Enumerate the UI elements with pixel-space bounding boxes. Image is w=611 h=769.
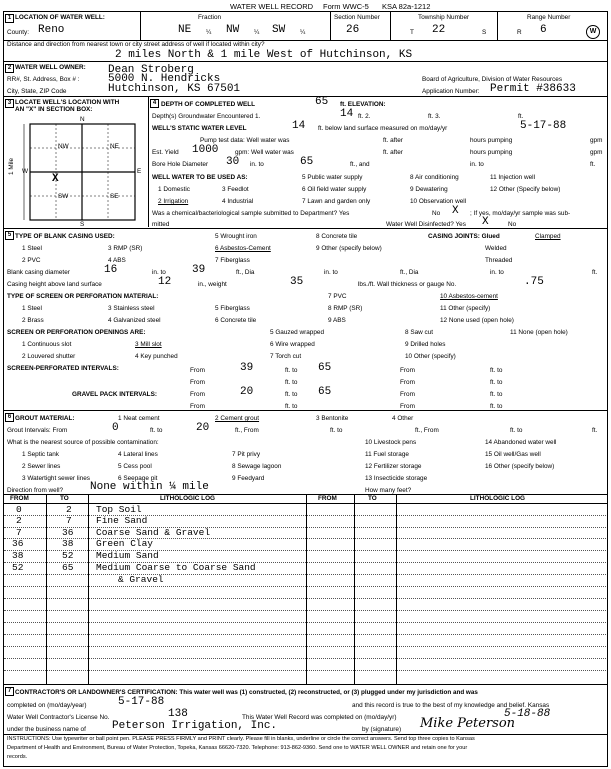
bore-in-to-2: in. to [470, 161, 484, 168]
grout-ft-from-2: ft., From [415, 427, 439, 434]
opening-8: 8 Saw cut [405, 329, 434, 336]
section-5-number: 5 [5, 231, 14, 240]
contam-11: 11 Fuel storage [365, 451, 409, 458]
chem-label: Was a chemical/bacteriological sample submitted to Department? Yes [152, 210, 350, 217]
city-value: Hutchinson, KS 67501 [108, 83, 241, 95]
depth-label: DEPTH OF COMPLETED WELL [161, 101, 256, 108]
log-from-header: FROM [10, 495, 29, 502]
log-row-4-to: 38 [62, 538, 74, 549]
gp-ft-to-4: ft. to [490, 403, 503, 410]
grout-3: 3 Bentonite [316, 415, 349, 422]
section-1-number: 1 [5, 14, 14, 23]
casing-5: 5 Wrought iron [215, 233, 257, 240]
signature-label: by (signature) [362, 726, 402, 733]
grout-1: 1 Neat cement [118, 415, 160, 422]
quadrant-sw: SW [58, 193, 69, 200]
location-x-mark: X [52, 173, 59, 185]
compass-s: S [80, 221, 85, 228]
sp-ft-from-2: From [400, 379, 415, 386]
w-mark-text: W [589, 28, 597, 35]
diameter-label: Blank casing diameter [7, 269, 70, 276]
completed-label: completed on (mo/day/year) [7, 702, 87, 709]
opening-10: 10 Other (specify) [405, 353, 456, 360]
static-level-tail: ft. below land surface measured on mo/day/yr [318, 125, 448, 132]
groundwater-1-value: 14 [340, 108, 354, 120]
casing-9: 9 Other (specify below) [316, 245, 382, 252]
address-value: 5000 N. Hendricks [108, 73, 221, 85]
bore-and: ft., and [350, 161, 370, 168]
use-11: 11 Injection well [490, 174, 535, 181]
sp-ft-to-3: ft. to [285, 379, 298, 386]
grout-ft-to-2: ft. to [330, 427, 343, 434]
diameter-in-to-3: in. to [490, 269, 504, 276]
chem-tail: ; If yes, mo/day/yr sample was sub- [470, 210, 571, 217]
casing-6: 6 Asbestos-Cement [215, 245, 271, 252]
section-2-number: 2 [5, 64, 14, 73]
groundwater-3-label: ft. 3. [428, 113, 441, 120]
record-date-value: 5-18-88 [504, 708, 551, 720]
log-row-1-from: 0 [16, 504, 22, 515]
gp-ft-to-3: ft. to [285, 403, 298, 410]
log-row-7-desc: & Gravel [118, 574, 164, 585]
use-label: WELL WATER TO BE USED AS: [152, 174, 248, 181]
county-label: County: [7, 29, 30, 36]
screen-3: 3 Stainless steel [108, 305, 155, 312]
grout-ft-end: ft. [592, 427, 598, 434]
depth-value: 65 [315, 96, 329, 108]
disinfected-label: Water Well Disinfected? Yes [386, 221, 466, 228]
joints-welded: Welded [485, 245, 507, 252]
owner-value: Dean Stroberg [108, 64, 194, 76]
compass-n: N [80, 116, 85, 123]
casing-3: 3 RMP (SR) [108, 245, 143, 252]
grout-ft-from: ft., From [235, 427, 259, 434]
use-1: 1 Domestic [158, 186, 190, 193]
gp-ft-from-1: From [400, 391, 415, 398]
log-row-5-from: 38 [12, 550, 24, 561]
completed-value: 5-17-88 [118, 696, 165, 708]
compass-w: W [22, 168, 29, 175]
sp-from-value: 39 [240, 362, 254, 374]
section-number-label: Section Number [334, 14, 380, 21]
completed-tail: and this record is true to the best of my knowledge and belief. Kansas [352, 702, 550, 709]
license-value: 138 [168, 708, 188, 720]
form-number: Form WWC-5 [323, 2, 369, 11]
bore-label: Bore Hole Diameter [152, 161, 209, 168]
joints-label: CASING JOINTS: Glued [428, 233, 500, 240]
weight-value: 35 [290, 276, 304, 288]
section-number-value: 26 [346, 24, 360, 36]
log-to-header: TO [60, 495, 69, 502]
grout-ft-to-3: ft. to [510, 427, 523, 434]
log-row-4-desc: Green Clay [96, 538, 154, 549]
log-lith-header: LITHOLOGIC LOG [160, 495, 216, 502]
section-3-number: 3 [5, 99, 14, 108]
use-9: 9 Dewatering [410, 186, 448, 193]
screen-9: 9 ABS [328, 317, 346, 324]
height-label: Casing height above land surface [7, 281, 102, 288]
contamination-label: What is the nearest source of possible contamination: [7, 439, 159, 446]
wall-label: lbs./ft. Wall thickness or gauge No. [358, 281, 457, 288]
contam-1: 1 Septic tank [22, 451, 59, 458]
diameter-ft: ft. [592, 269, 598, 276]
screen-intervals-label: SCREEN-PERFORATED INTERVALS: [7, 365, 119, 372]
screen-8: 8 RMP (SR) [328, 305, 363, 312]
township-prefix: T [410, 29, 414, 36]
fraction-q3: SW [272, 24, 286, 36]
fraction-q2-unit: ¼ [254, 29, 260, 36]
screen-12: 12 None used (open hole) [440, 317, 514, 324]
screen-7: 7 PVC [328, 293, 347, 300]
groundwater-2-label: ft. 2. [358, 113, 371, 120]
opening-4: 4 Key punched [135, 353, 178, 360]
how-many-feet-label: How many feet? [365, 487, 412, 494]
city-label: City, State, ZIP Code [7, 88, 67, 95]
section-3-title-2: AN "X" IN SECTION BOX: [15, 106, 93, 113]
openings-label: SCREEN OR PERFORATION OPENINGS ARE: [7, 329, 146, 336]
static-level-value: 14 [292, 120, 306, 132]
compass-e: E [137, 168, 142, 175]
pump-gpm-2: gpm [590, 149, 603, 156]
contam-15: 15 Oil well/Gas well [485, 451, 541, 458]
contam-2: 2 Sewer lines [22, 463, 61, 470]
chem-no-x: X [452, 205, 459, 217]
quadrant-se: SE [110, 193, 119, 200]
use-7: 7 Lawn and garden only [302, 198, 371, 205]
contam-6: 6 Seepage pit [118, 475, 158, 482]
application-label: Application Number: [422, 88, 480, 95]
fraction-q1: NE [178, 24, 192, 36]
screen-1: 1 Steel [22, 305, 42, 312]
gp-from-value: 20 [240, 386, 254, 398]
grout-2: 2 Cement grout [215, 415, 260, 422]
log-row-6-desc: Medium Coarse to Coarse Sand [96, 562, 256, 573]
pump-test-label: Pump test data: Well water was [200, 137, 290, 144]
sp-ft-to-4: ft. to [490, 379, 503, 386]
opening-7: 7 Torch cut [270, 353, 302, 360]
pump-after-1: ft. after [383, 137, 403, 144]
range-prefix: R [517, 29, 522, 36]
address-label: RR#, St. Address, Box # : [7, 76, 80, 83]
screen-5: 5 Fiberglass [215, 305, 250, 312]
log-from-header-2: FROM [318, 495, 337, 502]
use-4: 4 Industrial [222, 198, 254, 205]
yield-value: 1000 [192, 144, 219, 156]
section-4-number: 4 [150, 99, 159, 108]
diameter-in-to: in. to [152, 269, 166, 276]
grout-from-value: 0 [112, 422, 119, 434]
use-6: 6 Oil field water supply [302, 186, 367, 193]
joints-clamped: Clamped [535, 233, 561, 240]
log-row-2-desc: Fine Sand [96, 515, 148, 526]
casing-label: TYPE OF BLANK CASING USED: [15, 233, 115, 240]
use-10: 10 Observation well [410, 198, 467, 205]
quadrant-ne: NE [110, 143, 119, 150]
use-5: 5 Public water supply [302, 174, 363, 181]
opening-6: 6 Wire wrapped [270, 341, 315, 348]
contam-13: 13 Insecticide storage [365, 475, 428, 482]
certification-text: CONTRACTOR'S OR LANDOWNER'S CERTIFICATION: This water well was (1) constructed, (2) reconstructed, or (3) plugged under my jurisdiction and was [15, 689, 478, 696]
wall-value: .75 [524, 276, 544, 288]
section-6-number: 6 [5, 413, 14, 422]
contam-10: 10 Livestock pens [365, 439, 417, 446]
diameter-ft-dia: ft., Dia [236, 269, 255, 276]
quadrant-nw: NW [58, 143, 69, 150]
yield-label: Est. Yield [152, 149, 179, 156]
opening-9: 9 Drilled holes [405, 341, 446, 348]
township-value: 22 [432, 24, 446, 36]
sp-ft-to-2: ft. to [490, 367, 503, 374]
diameter-ft-dia-2: ft., Dia [400, 269, 419, 276]
joints-threaded: Threaded [485, 257, 513, 264]
static-level-label: WELL'S STATIC WATER LEVEL [152, 125, 247, 132]
instructions-line-2: Department of Health and Environment, Bureau of Water Protection, Topeka, Kansas 66620-7320. Telephone: 913-862-9360. Send one to WATER WELL OWNER and retain one for your [7, 745, 468, 751]
instructions-line-1: INSTRUCTIONS: Use typewriter or ball point pen. PLEASE PRESS FIRMLY and PRINT clearly. Please fill in blanks, underline or circle the correct answers. Send top three copies to Kansas [7, 736, 475, 742]
casing-2: 2 PVC [22, 257, 41, 264]
diameter-value: 16 [104, 264, 118, 276]
bore-to-value: 65 [300, 156, 314, 168]
business-label: under the business name of [7, 726, 86, 733]
contam-3: 3 Watertight sewer lines [22, 475, 90, 482]
contam-9: 9 Feedyard [232, 475, 265, 482]
license-tail: This Water Well Record was completed on (mo/day/yr) [242, 714, 397, 721]
sp-from-1: From [190, 367, 205, 374]
grout-4: 4 Other [392, 415, 414, 422]
contam-7: 7 Pit privy [232, 451, 261, 458]
section-location-box [20, 116, 145, 226]
log-lith-header-2: LITHOLOGIC LOG [470, 495, 526, 502]
height-value: 12 [158, 276, 172, 288]
screen-11: 11 Other (specify) [440, 305, 491, 312]
height-in-weight: in., weight [198, 281, 227, 288]
log-to-header-2: TO [368, 495, 377, 502]
screen-2: 2 Brass [22, 317, 44, 324]
direction-value: 2 miles North & 1 mile West of Hutchinson, KS [115, 49, 413, 61]
gp-ft-to-1: ft. to [285, 391, 298, 398]
screen-10: 10 Asbestos-cement [440, 293, 498, 300]
log-row-2-from: 2 [16, 515, 22, 526]
log-row-2-to: 7 [66, 515, 72, 526]
casing-4: 4 ABS [108, 257, 126, 264]
sp-ft-to-1: ft. to [285, 367, 298, 374]
opening-3: 3 Mill slot [135, 341, 162, 348]
casing-1: 1 Steel [22, 245, 42, 252]
contam-8: 8 Sewage lagoon [232, 463, 282, 470]
grout-label: GROUT MATERIAL: [15, 415, 75, 422]
groundwater-label: Depth(s) Groundwater Encountered 1. [152, 113, 261, 120]
log-row-3-from: 7 [16, 527, 22, 538]
application-value: Permit #38633 [490, 83, 576, 95]
bore-in-to: in. to [250, 161, 264, 168]
screen-label: TYPE OF SCREEN OR PERFORATION MATERIAL: [7, 293, 159, 300]
contam-5: 5 Cess pool [118, 463, 152, 470]
section-3-title: LOCATE WELL'S LOCATION WITH [15, 99, 120, 106]
township-suffix: S [482, 29, 487, 36]
gp-from-1: From [190, 391, 205, 398]
fraction-q2: NW [226, 24, 240, 36]
gp-ft-to-2: ft. to [490, 391, 503, 398]
screen-6: 6 Concrete tile [215, 317, 257, 324]
form-statute: KSA 82a-1212 [382, 2, 431, 11]
direction-from-well-label: Direction from well? [7, 487, 64, 494]
direction-label: Distance and direction from nearest town or city street address of well if located within city? [7, 41, 265, 48]
section-2-title: WATER WELL OWNER: [15, 64, 86, 71]
log-row-4-from: 36 [12, 538, 24, 549]
log-row-6-to: 65 [62, 562, 74, 573]
casing-8: 8 Concrete tile [316, 233, 358, 240]
static-date-value: 5-17-88 [520, 120, 567, 132]
use-2: 2 Irrigation [158, 198, 189, 205]
log-row-1-to: 2 [66, 504, 72, 515]
gp-ft-from-2: From [400, 403, 415, 410]
opening-1: 1 Continuous slot [22, 341, 72, 348]
pump-after-2: ft. after [383, 149, 403, 156]
log-row-3-desc: Coarse Sand & Gravel [96, 527, 211, 538]
signature: Mike Peterson [420, 716, 516, 731]
section-1-title: LOCATION OF WATER WELL: [15, 14, 105, 21]
log-row-6-from: 52 [12, 562, 24, 573]
board-label: Board of Agriculture, Division of Water Resources [422, 76, 563, 83]
contam-12: 12 Fertilizer storage [365, 463, 422, 470]
township-label: Township Number [418, 14, 470, 21]
sp-from-2: From [190, 379, 205, 386]
contam-14: 14 Abandoned water well [485, 439, 557, 446]
yield-gpm-label: gpm: Well water was [235, 149, 294, 156]
sp-to-value: 65 [318, 362, 332, 374]
use-3: 3 Feedlot [222, 186, 249, 193]
county-value: Reno [38, 24, 65, 36]
pump-hours-2: hours pumping [470, 149, 513, 156]
log-row-3-to: 36 [62, 527, 74, 538]
fraction-q3-unit: ¼ [300, 29, 306, 36]
range-label: Range Number [527, 14, 571, 21]
direction-from-well-value: None within ¼ mile [90, 481, 209, 493]
log-row-5-desc: Medium Sand [96, 550, 159, 561]
chem-no-label: No [432, 210, 441, 217]
grout-to-value: 20 [196, 422, 210, 434]
fraction-label: Fraction [198, 14, 222, 21]
business-value: Peterson Irrigation, Inc. [112, 720, 278, 732]
grout-ft-to: ft. to [150, 427, 163, 434]
disinfected-no-label: No [508, 221, 517, 228]
groundwater-ft-label: ft. [518, 113, 524, 120]
chem-mitted: mitted [152, 221, 170, 228]
instructions-line-3: records. [7, 754, 28, 760]
log-row-5-to: 52 [62, 550, 74, 561]
sp-ft-from-1: From [400, 367, 415, 374]
opening-5: 5 Gauzed wrapped [270, 329, 325, 336]
contam-4: 4 Lateral lines [118, 451, 158, 458]
opening-11: 11 None (open hole) [510, 329, 568, 336]
pump-hours-1: hours pumping [470, 137, 513, 144]
pump-gpm-1: gpm [590, 137, 603, 144]
use-12: 12 Other (Specify below) [490, 186, 561, 193]
use-8: 8 Air conditioning [410, 174, 459, 181]
screen-4: 4 Galvanized steel [108, 317, 161, 324]
license-label: Water Well Contractor's License No. [7, 714, 110, 721]
gravel-pack-label: GRAVEL PACK INTERVALS: [72, 391, 157, 398]
bore-value: 30 [226, 156, 240, 168]
form-title: WATER WELL RECORD [230, 2, 314, 11]
contam-16: 16 Other (specify below) [485, 463, 555, 470]
disinfected-x: X [482, 216, 489, 228]
mile-label: 1 Mile [8, 157, 15, 175]
fraction-q1-unit: ¼ [206, 29, 212, 36]
casing-7: 7 Fiberglass [215, 257, 250, 264]
bore-ft: ft. [590, 161, 596, 168]
grout-intervals-label: Grout Intervals: From [7, 427, 68, 434]
log-row-1-desc: Top Soil [96, 504, 142, 515]
opening-2: 2 Louvered shutter [22, 353, 76, 360]
diameter-to-value: 39 [192, 264, 206, 276]
elevation-label: ft. ELEVATION: [340, 101, 386, 108]
section-7-number: 7 [5, 687, 14, 696]
gp-to-value: 65 [318, 386, 332, 398]
diameter-in-to-2: in. to [324, 269, 338, 276]
range-value: 6 [540, 24, 547, 36]
gp-from-2: From [190, 403, 205, 410]
